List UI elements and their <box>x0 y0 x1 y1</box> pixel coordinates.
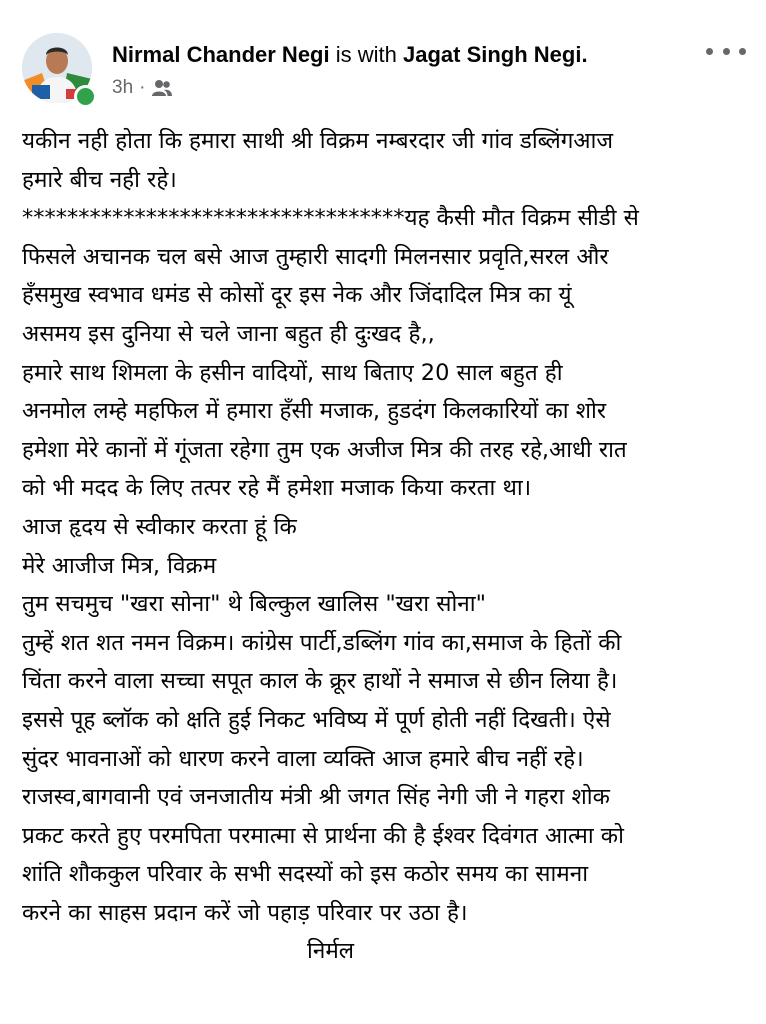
more-dot-icon <box>723 48 730 55</box>
friends-icon[interactable] <box>151 79 173 97</box>
post-text-line: हमेशा मेरे कानों में गूंजता रहेगा तुम एक अजीज मित्र की तरह रहे,आधी रात <box>22 436 627 463</box>
post-text-line: सुंदर भावनाओं को धारण करने वाला व्यक्ति आज हमारे बीच नहीं रहे। <box>22 745 584 772</box>
post-text <box>22 122 752 971</box>
post-text-line: हमारे बीच नही रहे। <box>22 166 177 193</box>
tagged-person-link[interactable]: Jagat Singh Negi. <box>402 42 588 67</box>
more-options-button[interactable] <box>706 38 746 64</box>
post-timestamp[interactable]: 3h <box>112 77 134 98</box>
online-status-indicator <box>74 85 97 108</box>
post-text-line: तुम सचमुच "खरा सोना" थे बिल्कुल खालिस "खरा सोना" <box>22 591 486 618</box>
author-name-link[interactable]: Nirmal Chander Negi <box>112 42 330 67</box>
post-text-line: हँसमुख स्वभाव धमंड से कोसों दूर इस नेक और जिंदादिल मित्र का यूं <box>22 282 572 309</box>
post-text-line: राजस्व,बागवानी एवं जनजातीय मंत्री श्री जगत सिंह नेगी जी ने गहरा शोक <box>22 784 610 811</box>
post-text-line: प्रकट करते हुए परमपिता परमात्मा से प्रार्थना की है ईश्वर दिवंगत आत्मा को <box>22 822 624 849</box>
post-text-line: हमारे साथ शिमला के हसीन वादियों, साथ बिताए 20 साल बहुत ही <box>22 359 563 386</box>
post-header <box>0 0 766 110</box>
post-text-line: फिसले अचानक चल बसे आज तुम्हारी सादगी मिलनसार प्रवृति,सरल और <box>22 243 609 270</box>
meta-separator: · <box>139 77 146 98</box>
post-text-line: मेरे आजीज मित्र, विक्रम <box>22 552 217 579</box>
post-text-line: **********************************यह कैसी मौत विक्रम सीडी से <box>22 205 639 232</box>
post-text-line: करने का साहस प्रदान करें जो पहाड़ परिवार पर उठा है। <box>22 899 468 926</box>
post-text-line: को भी मदद के लिए तत्पर रहे मैं हमेशा मजाक किया करता था। <box>22 475 532 502</box>
post-text-line: इससे पूह ब्लॉक को क्षति हुई निकट भविष्य में पूर्ण होती नहीं दिखती। ऐसे <box>22 706 611 733</box>
post-signature: निर्मल <box>307 938 355 965</box>
post-text-line: यकीन नही होता कि हमारा साथी श्री विक्रम नम्बरदार जी गांव डब्लिंगआज <box>22 128 614 154</box>
post-text-line: असमय इस दुनिया से चले जाना बहुत ही दुःखद है,, <box>22 320 435 347</box>
more-dot-icon <box>706 48 713 55</box>
more-dot-icon <box>739 48 746 55</box>
post-text-line: अनमोल लम्हे महफिल में हमारा हँसी मजाक, हुडदंग किलकारियों का शोर <box>22 398 607 425</box>
post-text-line: आज हृदय से स्वीकार करता हूं कि <box>22 513 297 540</box>
post-meta <box>112 75 173 101</box>
post-text-line: तुम्हें शत शत नमन विक्रम। कांग्रेस पार्टी,डब्लिंग गांव का,समाज के हितों की <box>22 629 622 656</box>
post-text-line: चिंता करने वाला सच्चा सपूत काल के क्रूर हाथों ने समाज से छीन लिया है। <box>22 668 618 695</box>
post-text-line: शांति शौककुल परिवार के सभी सदस्यों को इस कठोर समय का सामना <box>22 861 589 888</box>
post-author-line <box>112 40 588 70</box>
with-text: is with <box>335 42 397 67</box>
